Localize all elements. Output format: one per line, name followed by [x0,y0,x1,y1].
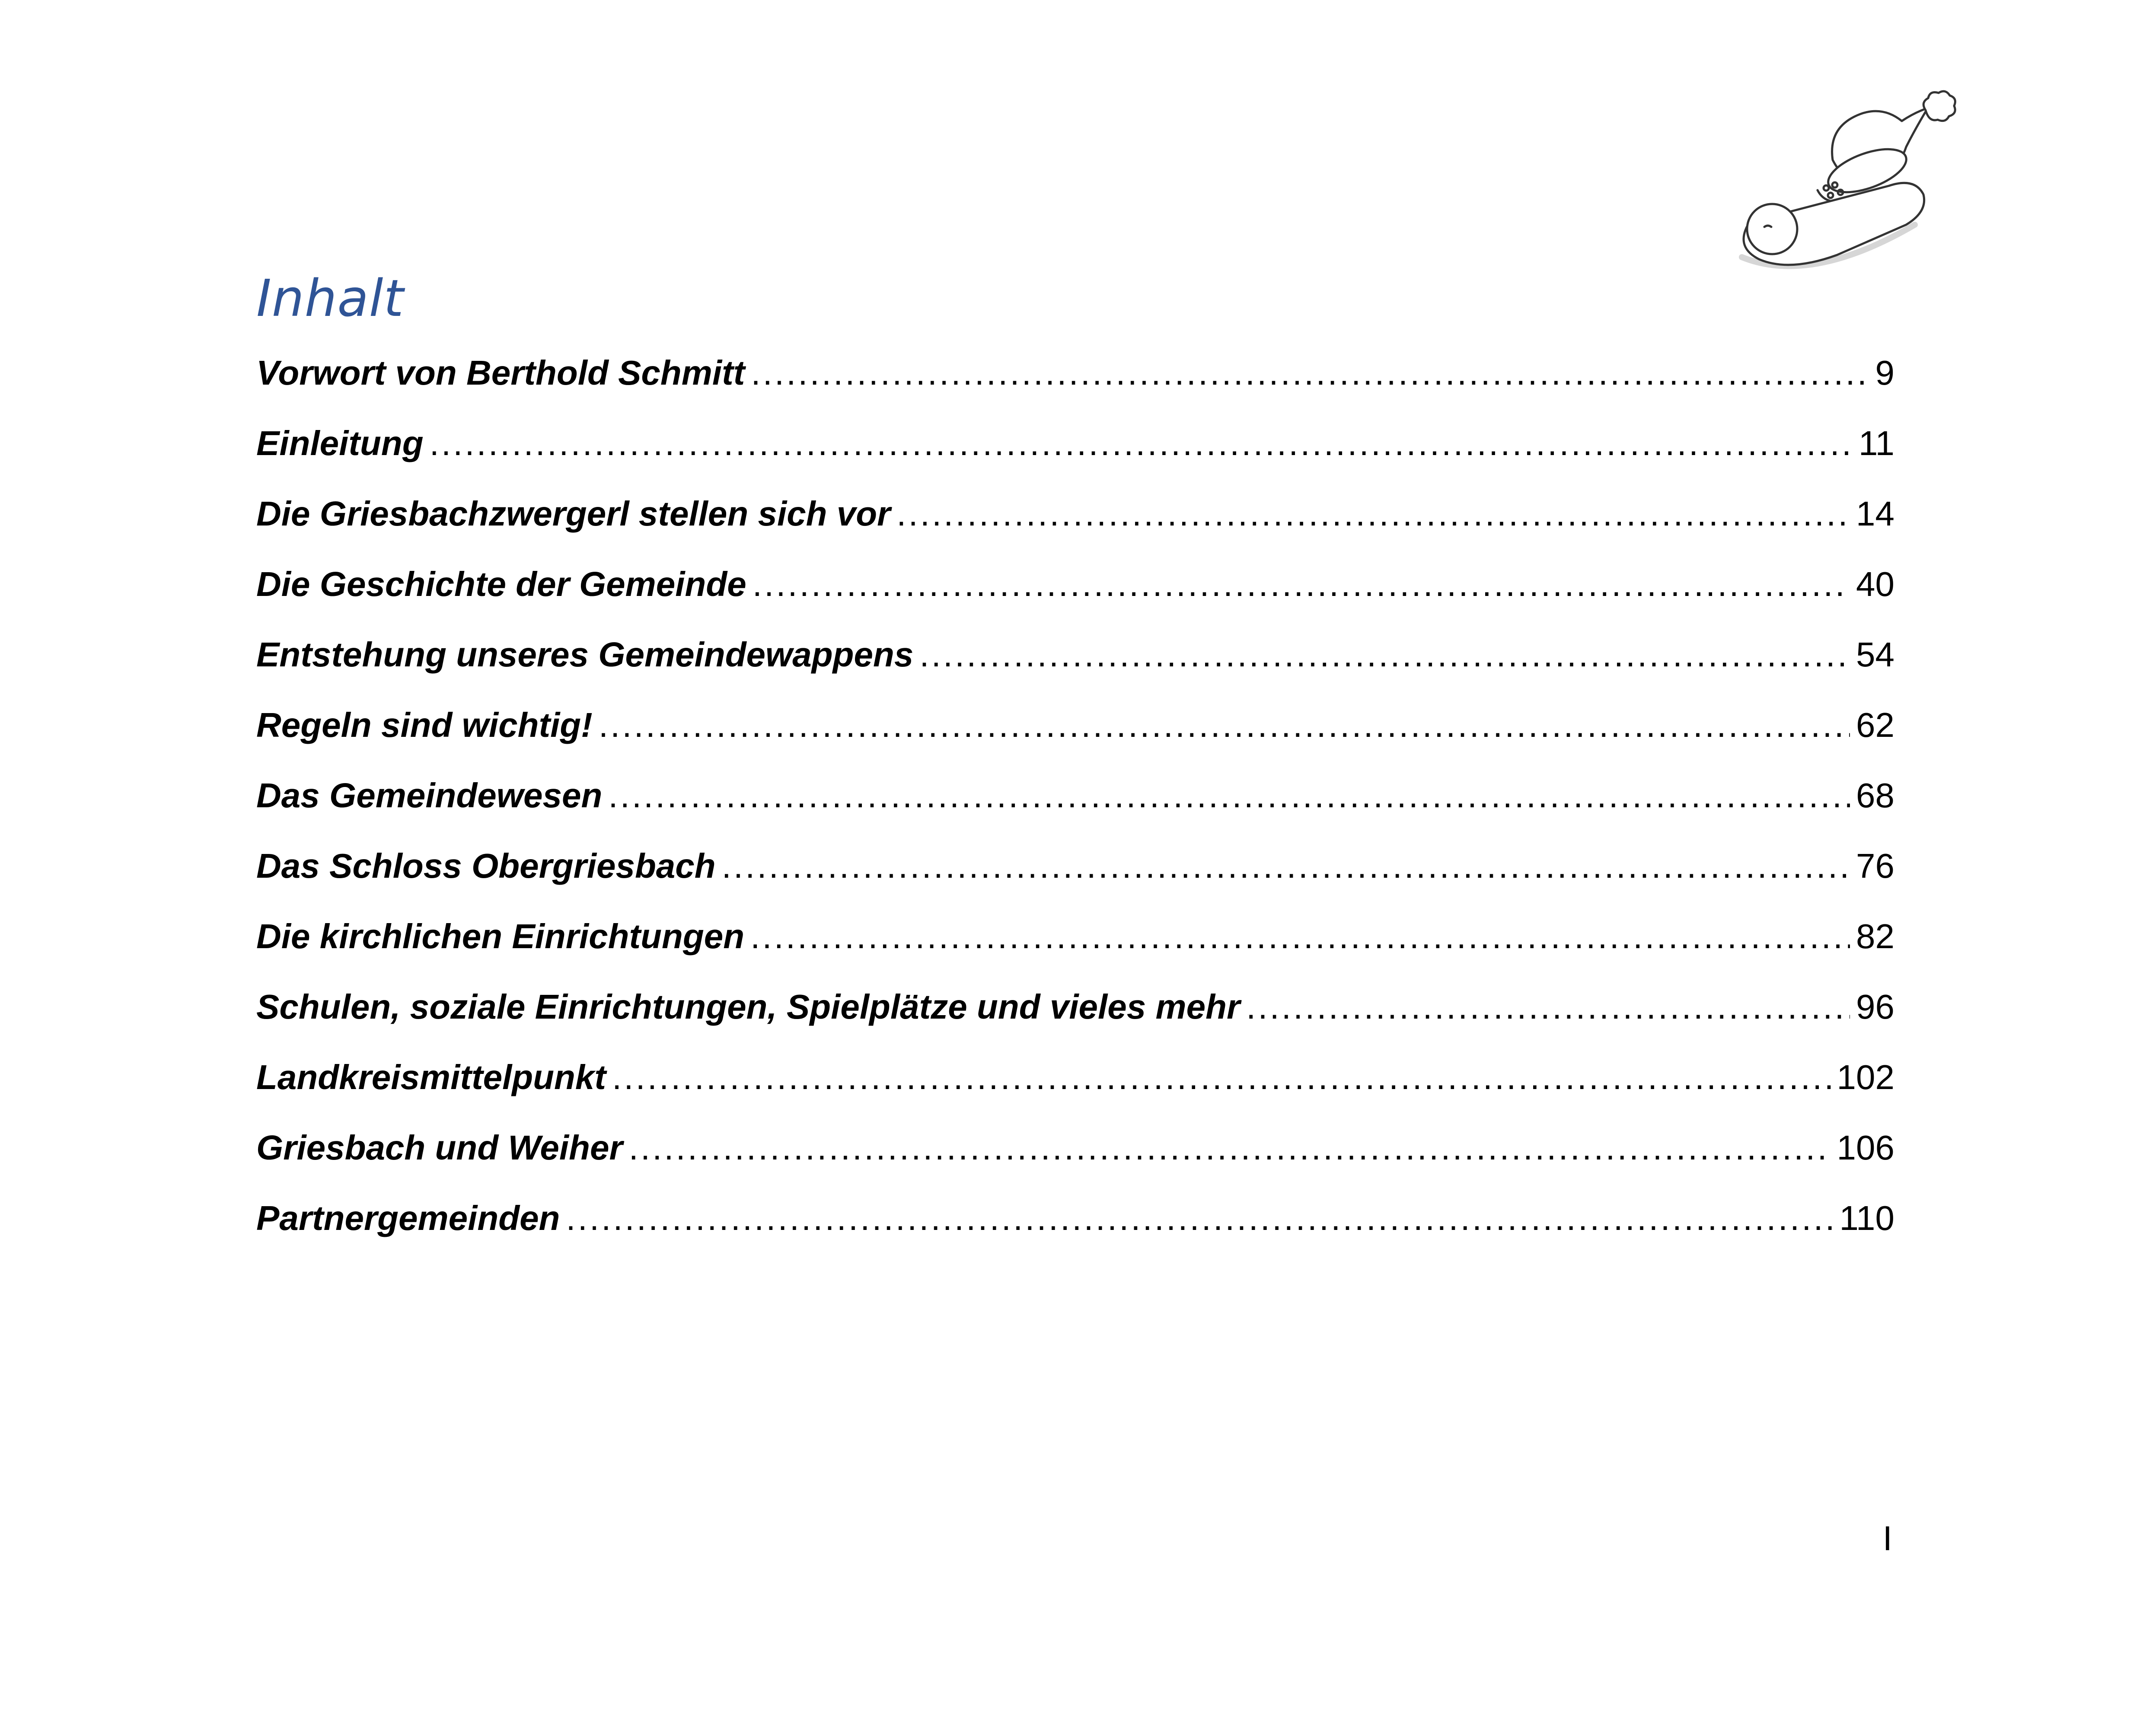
toc-entry[interactable] [256,834,1894,904]
toc-entry-title: Die Geschichte der Gemeinde [256,565,746,603]
toc-entry[interactable] [256,763,1894,834]
toc-entry-title: Einleitung [256,424,424,462]
toc-entry-title: Partnergemeinden [256,1199,560,1237]
toc-dot-leader [599,693,1850,758]
toc-entry[interactable] [256,341,1894,411]
toc-entry-page: 40 [1856,565,1894,603]
toc-dot-leader [608,763,1850,828]
toc-dot-leader [919,622,1850,687]
toc-entry-title: Landkreismittelpunkt [256,1058,606,1096]
toc-entry-page: 9 [1875,354,1894,392]
toc-entry[interactable] [256,1045,1894,1115]
toc-dot-leader [753,552,1850,617]
toc-dot-leader [629,1115,1831,1180]
toc-entry-title: Das Schloss Obergriesbach [256,847,716,885]
page-number: I [1882,1519,1892,1558]
toc-entry-page: 68 [1856,776,1894,815]
toc-entry[interactable] [256,1115,1894,1186]
toc-entry-page: 11 [1858,424,1894,462]
toc-dot-leader [750,904,1850,969]
sleeping-dwarf-icon [1725,82,1967,285]
toc-entry[interactable] [256,552,1894,622]
toc-entry-page: 14 [1856,494,1894,533]
toc-dot-leader [896,481,1850,546]
toc-entry[interactable] [256,622,1894,693]
toc-entry[interactable] [256,904,1894,975]
toc-entry[interactable] [256,1186,1894,1256]
toc-entry-title: Schulen, soziale Einrichtungen, Spielplätze und vieles mehr [256,987,1241,1026]
toc-entry-page: 102 [1837,1058,1894,1096]
toc-dot-leader [722,834,1850,898]
toc-entry-page: 82 [1856,917,1894,956]
toc-entry-page: 54 [1856,635,1894,674]
toc-entry[interactable] [256,481,1894,552]
page-title: Inhalt [256,268,404,328]
table-of-contents [256,341,1894,1256]
toc-entry[interactable] [256,693,1894,763]
toc-dot-leader [751,341,1869,405]
toc-entry-page: 106 [1837,1128,1894,1167]
toc-entry-title: Das Gemeindewesen [256,776,603,815]
toc-entry-title: Regeln sind wichtig! [256,706,593,744]
toc-dot-leader [1246,975,1850,1039]
toc-entry[interactable] [256,411,1894,481]
toc-entry-page: 96 [1856,987,1894,1026]
toc-entry-title: Entstehung unseres Gemeindewappens [256,635,914,674]
toc-entry-title: Griesbach und Weiher [256,1128,623,1167]
toc-dot-leader [430,411,1853,476]
toc-dot-leader [566,1186,1833,1251]
toc-entry-page: 110 [1839,1199,1894,1237]
toc-entry[interactable] [256,975,1894,1045]
toc-entry-page: 62 [1856,706,1894,744]
toc-entry-title: Die kirchlichen Einrichtungen [256,917,745,956]
toc-entry-title: Die Griesbachzwergerl stellen sich vor [256,494,891,533]
toc-entry-page: 76 [1856,847,1894,885]
toc-entry-title: Vorwort von Berthold Schmitt [256,354,745,392]
toc-dot-leader [612,1045,1830,1110]
